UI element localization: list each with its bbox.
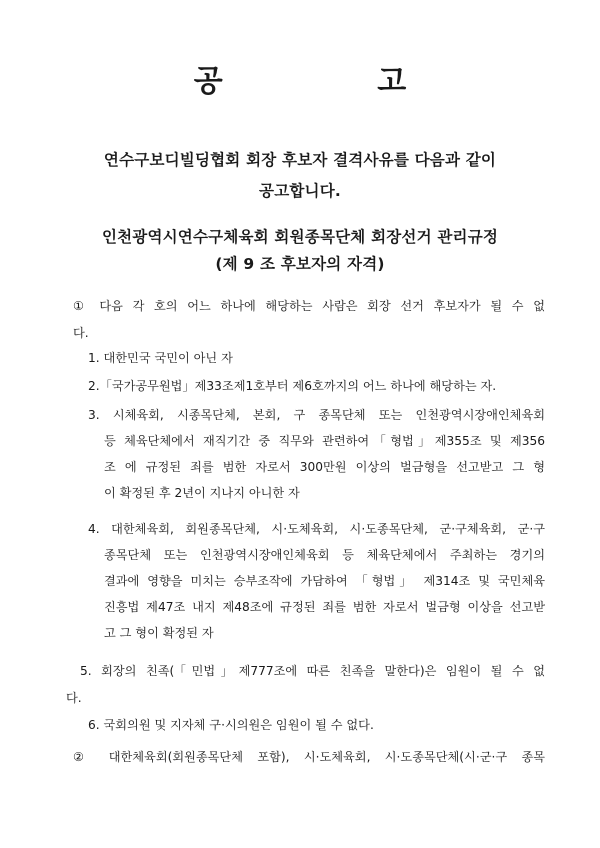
para2-line-1: ② 대한체육회(회원종목단체 포함), 시·도체육회, 시·도종목단체(시·군·구 종목 <box>73 750 545 764</box>
item-2: 2.「국가공무원법」제33조제1호부터 제6호까지의 어느 하나에 해당하는 자. <box>88 379 497 393</box>
item-4-line-1: 4. 대한체육회, 회원종목단체, 시·도체육회, 시·도종목단체, 군·구체육회, 군·구 <box>88 522 545 536</box>
para1-line-2: 다. <box>73 326 89 340</box>
item-5-line-2: 다. <box>66 691 82 705</box>
regulation-name: 인천광역시연수구체육회 회원종목단체 회장선거 관리규정 <box>101 228 499 246</box>
regulation-article: (제 9 조 후보자의 자격) <box>215 255 385 273</box>
page-title: 공 고 <box>193 64 479 99</box>
item-3-line-3: 조 에 규정된 죄를 범한 자로서 300만원 이상의 벌금형을 선고받고 그 형 <box>104 460 545 474</box>
intro-line-1: 연수구보디빌딩협회 회장 후보자 결격사유를 다음과 같이 <box>103 151 497 169</box>
item-4-line-2: 종목단체 또는 인천광역시장애인체육회 등 체육단체에서 주최하는 경기의 <box>104 548 545 562</box>
item-4-line-3: 결과에 영향을 미치는 승부조작에 가담하여 「형법」 제314조 및 국민체육 <box>104 574 545 588</box>
para1-line-1: ① 다음 각 호의 어느 하나에 해당하는 사람은 회장 선거 후보자가 될 수 없 <box>73 299 545 313</box>
item-4-line-5: 고 그 형이 확정된 자 <box>104 626 214 640</box>
intro-line-2: 공고합니다. <box>259 182 341 200</box>
item-4-line-4: 진흥법 제47조 내지 제48조에 규정된 죄를 범한 자로서 벌금형 이상을 선고받 <box>104 600 545 614</box>
item-3-line-4: 이 확정된 후 2년이 지나지 아니한 자 <box>104 486 300 500</box>
item-6: 6. 국회의원 및 지자체 구·시의원은 임원이 될 수 없다. <box>88 718 374 732</box>
item-3-line-2: 등 체육단체에서 재직기간 중 직무와 관련하여「형법」제355조 및 제356 <box>104 434 545 448</box>
item-3-line-1: 3. 시체육회, 시종목단체, 본회, 구 종목단체 또는 인천광역시장애인체육회 <box>88 408 545 422</box>
item-1: 1. 대한민국 국민이 아닌 자 <box>88 351 233 365</box>
item-5-line-1: 5. 회장의 친족(「민법」제777조에 따른 친족을 말한다)은 임원이 될 수 없 <box>80 664 545 678</box>
